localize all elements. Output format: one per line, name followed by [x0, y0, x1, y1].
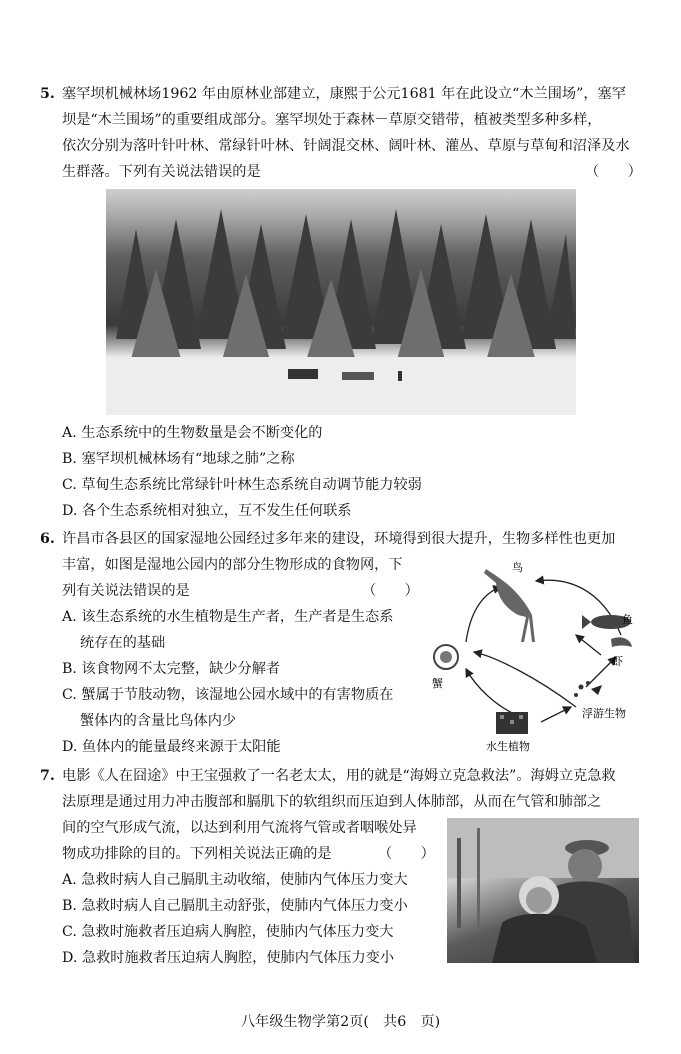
label-fish: 鱼 [622, 613, 633, 626]
q7-stem-line-3: 间的空气形成气流，以达到利用气流将气管或者咽喉处异 [62, 820, 417, 836]
q7-number: 7. [40, 768, 55, 784]
q7-option-a: A. 急救时病人自己膈肌主动收缩，使肺内气体压力变大 [62, 872, 408, 888]
q6-option-a: A. 该生态系统的水生植物是生产者，生产者是生态系 [62, 609, 394, 625]
q6-stem-line-3: 列有关说法错误的是 [62, 583, 190, 599]
q6-stem-line-2: 丰富，如图是湿地公园内的部分生物形成的食物网，下 [62, 557, 403, 573]
q5-number: 5. [40, 86, 55, 102]
food-web-diagram [426, 557, 642, 755]
plankton-icon [574, 681, 602, 697]
food-web-arrows [426, 557, 642, 755]
q7-stem-line-1: 电影《人在囧途》中王宝强救了一名老太太，用的就是“海姆立克急救法”。海姆立克急救 [62, 768, 616, 784]
q6-stem-line-1: 许昌市各县区的国家湿地公园经过多年来的建设，环境得到很大提升，生物多样性也更加 [62, 531, 616, 547]
q5-stem-line-4: 生群落。下列有关说法错误的是 [62, 164, 261, 180]
label-water-plant: 水生植物 [486, 740, 530, 753]
q6-answer-blank: （ ） [362, 583, 419, 599]
crab-icon [434, 645, 458, 669]
q7-option-b: B. 急救时病人自己膈肌主动舒张，使肺内气体压力变小 [62, 898, 408, 914]
rescue-illustration [447, 818, 639, 963]
q5-option-c: C. 草甸生态系统比常绿针叶林生态系统自动调节能力较弱 [62, 477, 422, 493]
q7-stem-line-2: 法原理是通过用力冲击腹部和膈肌下的软组织而压迫到人体肺部，从而在气管和肺部之 [62, 794, 602, 810]
q7-option-d: D. 急救时施救者压迫病人胸腔，使肺内气体压力变小 [62, 950, 395, 966]
label-bird: 鸟 [512, 561, 523, 574]
q5-option-d: D. 各个生态系统相对独立，互不发生任何联系 [62, 503, 352, 519]
q5-option-a: A. 生态系统中的生物数量是会不断变化的 [62, 425, 323, 441]
label-crab: 蟹 [432, 677, 443, 690]
bird-icon [484, 569, 535, 642]
q5-stem-line-3: 依次分别为落叶针叶林、常绿针叶林、针阔混交林、阔叶林、灌丛、草原与草甸和沼泽及水 [62, 138, 630, 154]
q6-option-a-cont: 统存在的基础 [80, 635, 166, 651]
q6-number: 6. [40, 531, 55, 547]
shrimp-icon [611, 637, 632, 647]
q5-stem-line-1: 塞罕坝机械林场1962 年由原林业部建立，康熙于公元1681 年在此设立“木兰围场”，塞罕 [62, 86, 626, 102]
q5-answer-blank: （ ） [585, 164, 642, 180]
label-shrimp: 虾 [612, 655, 623, 668]
q7-stem-line-4: 物成功排除的目的。下列相关说法正确的是 [62, 846, 332, 862]
q7-answer-blank: （ ） [378, 846, 435, 862]
q6-option-b: B. 该食物网不太完整，缺少分解者 [62, 661, 281, 677]
q5-option-b: B. 塞罕坝机械林场有“地球之肺”之称 [62, 451, 295, 467]
rescue-photo [447, 818, 639, 963]
q5-stem-line-2: 坝是“木兰围场”的重要组成部分。塞罕坝处于森林－草原交错带，植被类型多种多样， [62, 112, 602, 128]
label-plankton: 浮游生物 [582, 707, 626, 720]
q7-option-c: C. 急救时施救者压迫病人胸腔，使肺内气体压力变大 [62, 924, 394, 940]
water-plant-icon [496, 712, 528, 734]
page-footer: 八年级生物学第2页( 共6 页) [240, 1014, 441, 1030]
q6-option-c: C. 蟹属于节肢动物，该湿地公园水域中的有害物质在 [62, 687, 394, 703]
forest-photo [106, 189, 576, 415]
forest-illustration [106, 189, 576, 415]
q6-option-d: D. 鱼体内的能量最终来源于太阳能 [62, 739, 281, 755]
q6-option-c-cont: 蟹体内的含量比鸟体内少 [80, 713, 237, 729]
